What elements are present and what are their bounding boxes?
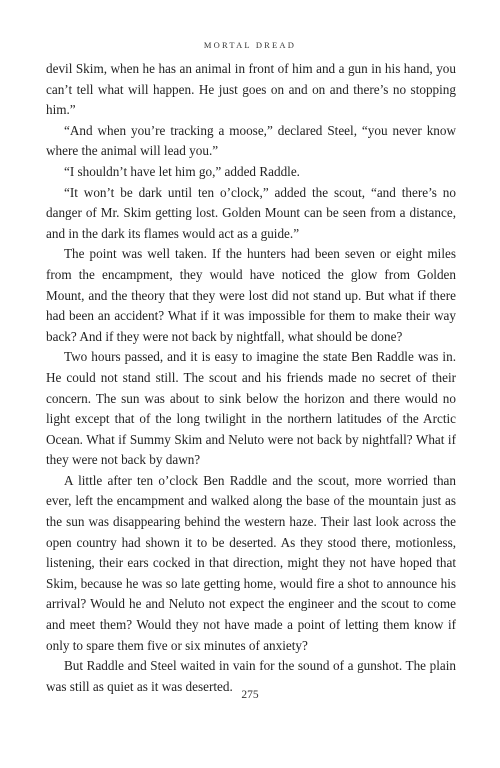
paragraph: “It won’t be dark until ten o’clock,” added the scout, “and there’s no danger of Mr. Skim getting lost. Golden Mount can be seen from a distance, and in the dark its flames would act as a guide.” <box>46 184 456 241</box>
page-number: 275 <box>241 689 259 701</box>
body-text <box>46 59 456 697</box>
paragraph: devil Skim, when he has an animal in front of him and a gun in his hand, you can’t tell what will happen. He just goes on and on and there’s no stopping him.” <box>46 61 456 118</box>
running-head: MORTAL DREAD <box>203 40 297 50</box>
paragraph: Two hours passed, and it is easy to imagine the state Ben Raddle was in. He could not stand still. The scout and his friends made no secret of their concern. The sun was about to sink below the horizon and there would no light except that of the long twilight in the northern latitudes of the Arctic Ocean. What if Summy Skim and Neluto were not back by nightfall? What if they were not back by dawn? <box>46 349 456 468</box>
paragraph: “And when you’re tracking a moose,” declared Steel, “you never know where the animal will lead you.” <box>46 122 456 159</box>
paragraph: A little after ten o’clock Ben Raddle and the scout, more worried than ever, left the encampment and walked along the base of the mountain just as the sun was disappearing behind the western haze. Their last look across the open country had shown it to be deserted. As they stood there, motionless, listening, their ears cocked in that direction, might they not have hoped that Skim, because he was so late getting home, would fire a shot to announce his arrival? Would he and Neluto not expect the engineer and the scout to come and meet them? Would they not have made a point of letting them know if only to spare them five or six minutes of anxiety? <box>46 472 456 653</box>
paragraph: “I shouldn’t have let him go,” added Raddle. <box>64 163 300 179</box>
paragraph: But Raddle and Steel waited in vain for the sound of a gunshot. The plain was still as quiet as it was deserted. <box>46 658 456 694</box>
paragraph: The point was well taken. If the hunters had been seven or eight miles from the encampment, they would have noticed the glow from Golden Mount, and the theory that they were lost did not stand up. But what if there had been an accident? What if it was impossible for them to make their way back? And if they were not back by nightfall, what should be done? <box>46 246 456 344</box>
